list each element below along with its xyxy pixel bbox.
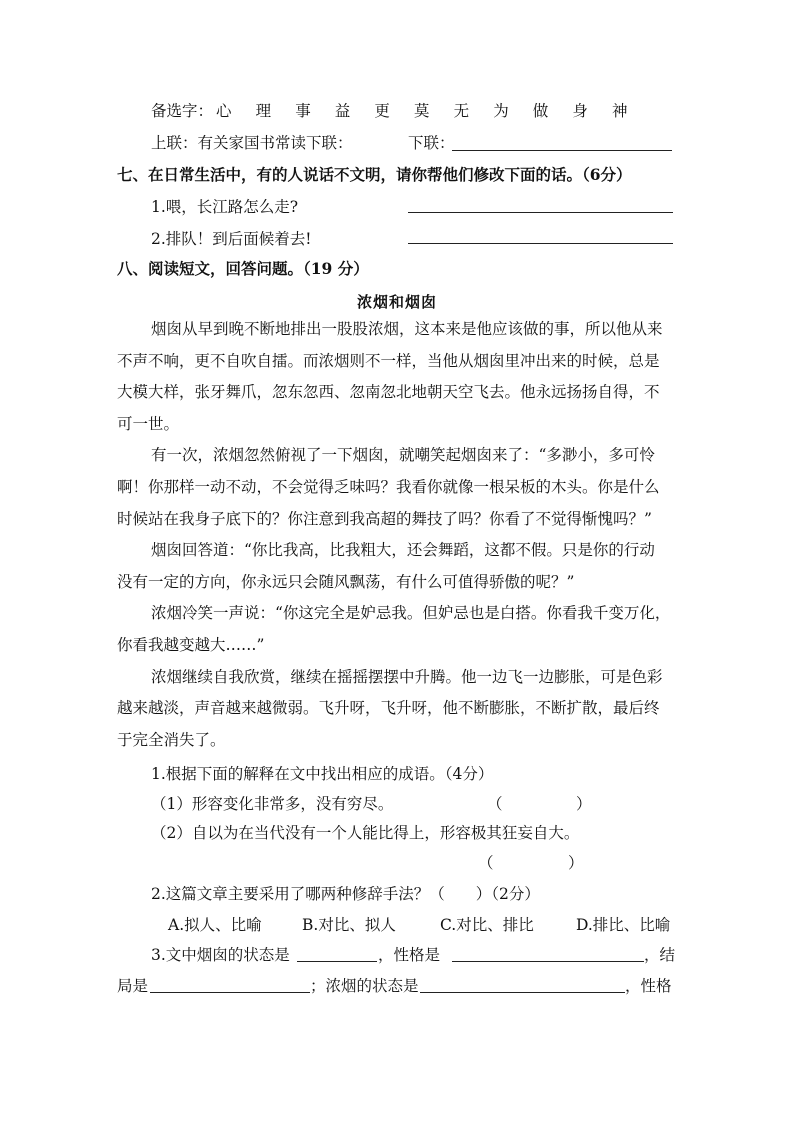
story-line: 不声不响，更不自吹自擂。而浓烟则不一样，当他从烟囱里冲出来的时候，总是 <box>117 351 660 370</box>
candidate-char: 无 <box>453 102 470 120</box>
q1-sub1-paren-close: ） <box>576 795 592 813</box>
q3-part5: ；浓烟的状态是 <box>310 977 419 995</box>
q2-option-d[interactable]: D.排比、比喻 <box>576 916 671 934</box>
story-line: 可一世。 <box>117 414 180 433</box>
candidate-char: 益 <box>334 102 351 120</box>
story-title: 浓烟和烟囱 <box>356 293 437 311</box>
candidate-label: 备选字： <box>151 102 214 120</box>
q3-part1: 3.文中烟囱的状态是 <box>151 946 290 964</box>
q1-sub1-paren-open: （ <box>487 795 503 813</box>
candidate-char: 做 <box>532 102 549 120</box>
story-line: 你看我越变越大……” <box>117 635 265 654</box>
q2-option-a[interactable]: A.拟人、比喻 <box>168 916 262 934</box>
section7-item-1: 1.喂，长江路怎么走? <box>151 198 299 216</box>
q1-sub1: （1）形容变化非常多，没有穷尽。 <box>151 795 394 813</box>
story-line: 时候站在我身子底下的？你注意到我高超的舞技了吗？你看了不觉得惭愧吗？” <box>117 509 652 528</box>
story-line: 浓烟冷笑一声说：“你这完全是妒忌我。但妒忌也是白搭。你看我千变万化， <box>151 604 671 623</box>
section7-item-2: 2.排队！到后面候着去! <box>151 230 312 248</box>
q3-blank-chimney-character[interactable] <box>452 961 644 962</box>
section8-heading: 八、阅读短文，回答问题。（19 分） <box>117 259 369 278</box>
q1-sub2: （2）自以为在当代没有一个人能比得上，形容极其狂妄自大。 <box>151 824 580 842</box>
q3-part6: ，性格 <box>625 977 672 995</box>
q3-part4: 局是 <box>117 977 149 995</box>
couplet-lower-label: 下联： <box>408 134 455 152</box>
section7-answer-2[interactable] <box>408 243 673 244</box>
q3-blank-smoke-state[interactable] <box>420 992 625 993</box>
story-line: 啊！你那样一动不动，不会觉得乏味吗？我看你就像一根呆板的木头。你是什么 <box>117 477 660 496</box>
q3-part3: ，结 <box>644 946 676 964</box>
section7-answer-1[interactable] <box>408 212 673 213</box>
story-line: 烟囱回答道：“你比我高，比我粗大，还会舞蹈，这都不假。只是你的行动 <box>151 541 655 560</box>
story-line: 有一次，浓烟忽然俯视了一下烟囱，就嘲笑起烟囱来了：“多渺小，多可怜 <box>151 446 655 465</box>
candidate-char: 身 <box>572 102 588 120</box>
story-body <box>117 314 677 756</box>
q1-sub2-paren-close: ） <box>568 854 584 872</box>
story-line: 浓烟继续自我欣赏，继续在摇摇摆摆中升腾。他一边飞一边膨胀，可是色彩 <box>151 667 663 686</box>
q1-sub2-paren-open: （ <box>478 854 494 872</box>
story-line: 烟囱从早到晚不断地排出一股股浓烟，这本来是他应该做的事，所以他从来 <box>151 320 663 338</box>
story-line: 越来越淡，声音越来越微弱。飞升呀，飞升呀，他不断膨胀，不断扩散，最后终 <box>117 699 660 718</box>
story-line: 于完全消失了。 <box>117 730 226 749</box>
q2-option-b[interactable]: B.对比、拟人 <box>302 916 396 934</box>
story-line: 没有一定的方向，你永远只会随风飘荡，有什么可值得骄傲的呢？” <box>117 572 575 591</box>
candidate-char: 事 <box>295 102 311 120</box>
couplet-upper: 上联：有关家国书常读下联： <box>151 134 353 152</box>
candidate-chars-row <box>151 100 213 122</box>
section7-heading: 七、在日常生活中，有的人说话不文明，请你帮他们修改下面的话。（6分） <box>117 165 632 184</box>
candidate-char: 为 <box>493 102 509 120</box>
q1-text: 1.根据下面的解释在文中找出相应的成语。（4分） <box>151 765 494 783</box>
candidate-char: 更 <box>374 102 390 120</box>
candidate-char: 心 <box>216 102 232 120</box>
q3-part2: ，性格是 <box>378 946 441 964</box>
q2-option-c[interactable]: C.对比、排比 <box>440 916 534 934</box>
candidate-char: 莫 <box>414 102 430 120</box>
candidate-char: 神 <box>612 102 628 120</box>
q3-blank-chimney-state[interactable] <box>297 961 377 962</box>
q3-blank-chimney-ending[interactable] <box>150 992 310 993</box>
q2-text: 2.这篇文章主要采用了哪两种修辞手法？（ ）（2分） <box>151 885 540 903</box>
candidate-char: 理 <box>255 102 272 120</box>
story-line: 大模大样，张牙舞爪，忽东忽西、忽南忽北地朝天空飞去。他永远扬扬自得，不 <box>117 383 660 402</box>
couplet-lower-blank[interactable] <box>452 150 672 151</box>
